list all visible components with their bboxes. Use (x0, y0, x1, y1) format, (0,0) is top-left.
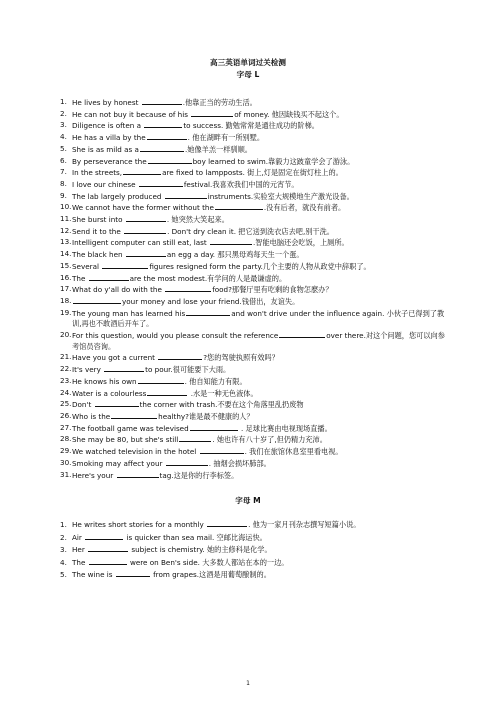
sentence-after-blank: and won't drive under the influence again. 小伙子已得到了教训,再也不敢酒后开车了。 (72, 308, 445, 329)
exercise-item (60, 364, 448, 376)
sentence-after-blank: to pour.很可能要下大雨。 (145, 365, 231, 375)
sentence-before-blank: Who is the (72, 411, 111, 421)
answer-blank[interactable] (85, 532, 123, 540)
item-number: 2. (60, 532, 67, 542)
sentence-after-blank: .水是一种无色液体。 (188, 388, 258, 398)
exercise-item (60, 226, 448, 238)
sentence-after-blank: tag.这是你的行李标签。 (159, 470, 239, 480)
item-number: 1. (60, 97, 67, 106)
answer-blank[interactable] (139, 179, 183, 187)
exercise-item (60, 202, 448, 214)
exercise-item (60, 411, 448, 423)
item-number: 18. (60, 295, 72, 305)
exercise-item (60, 434, 448, 446)
item-number: 28. (60, 434, 72, 444)
answer-blank[interactable] (88, 544, 128, 552)
section-heading-l: 字母 L (236, 70, 260, 79)
sentence-after-blank: figures resigned form the party.几个主要的人物从政党中辞职了。 (149, 261, 371, 271)
sentence-after-blank: to success. 勤勉常常是通往成功的阶梯。 (183, 121, 319, 131)
sentence-after-blank: is quicker than sea mail. 空邮比海运快。 (124, 532, 267, 542)
exercise-item (60, 179, 448, 191)
sentence-after-blank: . 我们在旅馆休息室里看电视。 (244, 447, 343, 457)
answer-blank[interactable] (111, 411, 157, 419)
sentence-before-blank: We watched television in the hotel (72, 447, 199, 457)
answer-blank[interactable] (147, 132, 187, 140)
answer-blank[interactable] (73, 296, 121, 304)
answer-blank[interactable] (210, 237, 252, 245)
item-number: 3. (60, 120, 67, 130)
exercise-item (60, 532, 448, 545)
sentence-before-blank: Water is a colourless (72, 388, 147, 398)
exercise-item (60, 156, 448, 168)
answer-blank[interactable] (190, 423, 238, 431)
exercise-item (60, 557, 448, 570)
sentence-before-blank: Her (72, 545, 88, 555)
sentence-before-blank: Here's your (72, 470, 116, 480)
exercise-item (60, 214, 448, 226)
sentence-after-blank: . 她也许有八十岁了,但仍精力充沛。 (212, 435, 327, 445)
exercise-item (60, 376, 448, 388)
item-number: 12. (60, 225, 72, 235)
sentence-before-blank: In the streets, (72, 168, 123, 178)
exercise-item (60, 249, 448, 261)
exercise-item (60, 446, 448, 458)
sentence-before-blank: Send it to the (72, 226, 124, 236)
exercise-item (60, 191, 448, 203)
answer-blank[interactable] (142, 97, 182, 105)
sentence-before-blank: Don't (72, 400, 94, 410)
sentence-before-blank: Diligence is often a (72, 121, 144, 131)
answer-blank[interactable] (123, 167, 161, 175)
item-number: 7. (60, 167, 67, 177)
sentence-before-blank: The football game was televised (72, 423, 189, 433)
item-number: 20. (60, 330, 72, 340)
item-number: 4. (60, 557, 67, 567)
item-number: 27. (60, 422, 72, 432)
answer-blank[interactable] (148, 156, 192, 164)
sentence-before-blank: The young man has learned his (72, 308, 186, 318)
item-number: 11. (60, 214, 72, 224)
sentence-after-blank: .没有后者，就没有前者。 (263, 203, 346, 213)
item-number: 4. (60, 132, 67, 142)
sentence-before-blank: What do y'all do with the (72, 285, 165, 295)
sentence-before-blank: We cannot have the former without the (72, 203, 214, 213)
item-number: 24. (60, 387, 72, 397)
sentence-after-blank: . 足球比赛由电视现场直播。 (238, 423, 332, 433)
sentence-before-blank: It's very (72, 365, 104, 375)
sentence-after-blank: .他靠正当的劳动生活。 (182, 98, 257, 107)
item-number: 31. (60, 469, 72, 479)
exercise-item (60, 132, 448, 144)
exercise-item (60, 399, 448, 411)
sentence-before-blank: She may be 80, but she's still (72, 435, 179, 445)
exercise-item (60, 237, 448, 249)
exercise-item (60, 569, 448, 582)
answer-blank[interactable] (95, 399, 139, 407)
page-number: 1 (246, 680, 250, 687)
sentence-after-blank: festival.我喜欢我们中国的元宵节。 (183, 179, 299, 189)
answer-blank[interactable] (215, 202, 263, 210)
sentence-before-blank: Several (72, 261, 102, 271)
sentence-before-blank: Smoking may affect your (72, 458, 165, 468)
sentence-after-blank: your money and lose your friend.钱借出，友谊失。 (122, 296, 300, 306)
answer-blank[interactable] (200, 446, 244, 454)
exercise-item (60, 388, 448, 400)
item-number: 5. (60, 143, 67, 153)
sentence-before-blank: The (72, 557, 88, 567)
sentence-after-blank: . Don't dry clean it. 把它送到洗衣店去吧,别干洗。 (167, 226, 334, 236)
exercise-item (60, 308, 448, 330)
sentence-after-blank: are fixed to lampposts. 街上,灯是固定在街灯柱上的。 (162, 168, 343, 178)
item-number: 23. (60, 375, 72, 385)
item-number: 9. (60, 190, 67, 200)
item-number: 6. (60, 155, 67, 165)
answer-blank[interactable] (124, 226, 166, 234)
exercise-item (60, 261, 448, 273)
item-number: 22. (60, 364, 72, 374)
sentence-before-blank: The (72, 273, 88, 283)
answer-blank[interactable] (89, 557, 127, 565)
answer-blank[interactable] (179, 434, 211, 442)
answer-blank[interactable] (138, 376, 184, 384)
sentence-after-blank: .她像羊羔一样驯顺。 (184, 144, 252, 154)
answer-blank[interactable] (166, 458, 208, 466)
sentence-before-blank: He can not buy it because of his (72, 109, 191, 119)
sentence-after-blank: . 他自知能力有限。 (184, 376, 247, 386)
exercise-item (60, 544, 448, 557)
answer-blank[interactable] (140, 144, 184, 152)
item-number: 15. (60, 260, 72, 270)
answer-blank[interactable] (191, 109, 233, 117)
exercise-item (60, 273, 448, 285)
sentence-after-blank: . 他在湖畔有一所别墅。 (187, 133, 265, 143)
answer-blank[interactable] (102, 261, 148, 269)
exercise-item (60, 470, 448, 482)
exercise-item (60, 330, 448, 352)
answer-blank[interactable] (117, 470, 159, 478)
item-number: 13. (60, 237, 72, 247)
sentence-before-blank: He knows his own (72, 376, 137, 386)
item-number: 16. (60, 272, 72, 282)
sentence-before-blank: The lab largely produced (72, 191, 164, 201)
exercise-item (60, 109, 448, 121)
item-number: 25. (60, 399, 72, 409)
sentence-before-blank: Air (72, 532, 85, 542)
answer-blank[interactable] (89, 273, 129, 281)
sentence-before-blank: Have you got a current (72, 353, 158, 363)
exercise-item (60, 120, 448, 132)
answer-blank[interactable] (158, 352, 202, 360)
answer-blank[interactable] (126, 214, 166, 222)
answer-blank[interactable] (104, 364, 144, 372)
item-number: 26. (60, 410, 72, 420)
answer-blank[interactable] (207, 519, 247, 527)
sentence-after-blank: were on Ben's side. 大多数人都站在本的一边。 (127, 557, 289, 567)
item-number: 29. (60, 446, 72, 456)
sentence-before-blank: He writes short stories for a monthly (72, 520, 207, 529)
sentence-after-blank: are the most modest.有学问的人是最谦虚的。 (129, 273, 287, 283)
exercise-list-m (60, 519, 448, 582)
document-title: 高三英语单词过关检测 (210, 58, 286, 67)
item-number: 21. (60, 352, 72, 362)
sentence-after-blank: . 他为一家月刊杂志撰写短篇小说。 (248, 520, 361, 529)
sentence-after-blank: healthy?谁是最不健康的人？ (158, 411, 254, 421)
answer-blank[interactable] (165, 191, 207, 199)
sentence-before-blank: By perseverance the (72, 156, 147, 166)
sentence-before-blank: She is as mild as a (72, 144, 139, 154)
sentence-after-blank: subject is chemistry. 她的主修科是化学。 (129, 545, 272, 555)
sentence-after-blank: . 她突然大笑起来。 (166, 215, 229, 225)
answer-blank[interactable] (165, 284, 211, 292)
exercise-item (60, 423, 448, 435)
item-number: 10. (60, 202, 72, 212)
exercise-item (60, 97, 448, 109)
sentence-before-blank: The black hen (72, 250, 125, 260)
answer-blank[interactable] (126, 249, 166, 257)
answer-blank[interactable] (147, 388, 187, 396)
item-number: 17. (60, 284, 72, 294)
sentence-before-blank: The wine is (72, 570, 115, 580)
sentence-after-blank: over there.对这个问题，您可以向参考馆员咨询。 (72, 331, 445, 351)
exercise-item (60, 144, 448, 156)
answer-blank[interactable] (186, 308, 230, 316)
sentence-after-blank: boy learned to swim.靠毅力这跛童学会了游泳。 (192, 156, 355, 166)
sentence-before-blank: For this question, would you please consult the reference (72, 331, 279, 341)
item-number: 14. (60, 249, 72, 259)
sentence-before-blank: Intelligent computer can still eat, last (72, 238, 209, 248)
sentence-after-blank: of money. 他因缺钱买不起这个。 (234, 109, 344, 119)
answer-blank[interactable] (116, 569, 150, 577)
sentence-after-blank: an egg a day. 那只黑母鸡每天生一个蛋。 (166, 250, 304, 260)
sentence-before-blank: She burst into (72, 215, 125, 225)
exercise-item (60, 352, 448, 364)
exercise-item (60, 296, 448, 308)
exercise-list-l (60, 97, 448, 481)
sentence-after-blank: .智能电脑还会吃饭，上厕所。 (253, 238, 349, 248)
answer-blank[interactable] (279, 330, 325, 338)
sentence-before-blank: He has a villa by the (72, 133, 146, 143)
section-heading-m: 字母 M (235, 496, 261, 505)
item-number: 30. (60, 457, 72, 467)
item-number: 19. (60, 307, 72, 317)
sentence-after-blank: ?您的驾驶执照有效吗？ (203, 353, 279, 363)
sentence-after-blank: from grapes.这酒是用葡萄酿制的。 (150, 570, 271, 580)
sentence-after-blank: instruments.实验室大规模地生产激光设备。 (207, 191, 354, 201)
item-number: 1. (60, 520, 67, 529)
exercise-item (60, 458, 448, 470)
sentence-before-blank: I love our chinese (72, 179, 138, 189)
sentence-after-blank: the corner with trash.不要在这个角落里乱扔废物 (139, 400, 304, 410)
sentence-after-blank: . 抽烟会损坏肺部。 (208, 458, 271, 468)
item-number: 5. (60, 570, 67, 580)
sentence-after-blank: food?那餐厅里有吃剩的食物怎麽办？ (212, 285, 333, 295)
exercise-item (60, 284, 448, 296)
item-number: 2. (60, 108, 67, 118)
item-number: 8. (60, 178, 67, 188)
exercise-item (60, 519, 448, 532)
answer-blank[interactable] (144, 120, 182, 128)
sentence-before-blank: He lives by honest (72, 98, 141, 107)
exercise-item (60, 167, 448, 179)
item-number: 3. (60, 545, 67, 555)
